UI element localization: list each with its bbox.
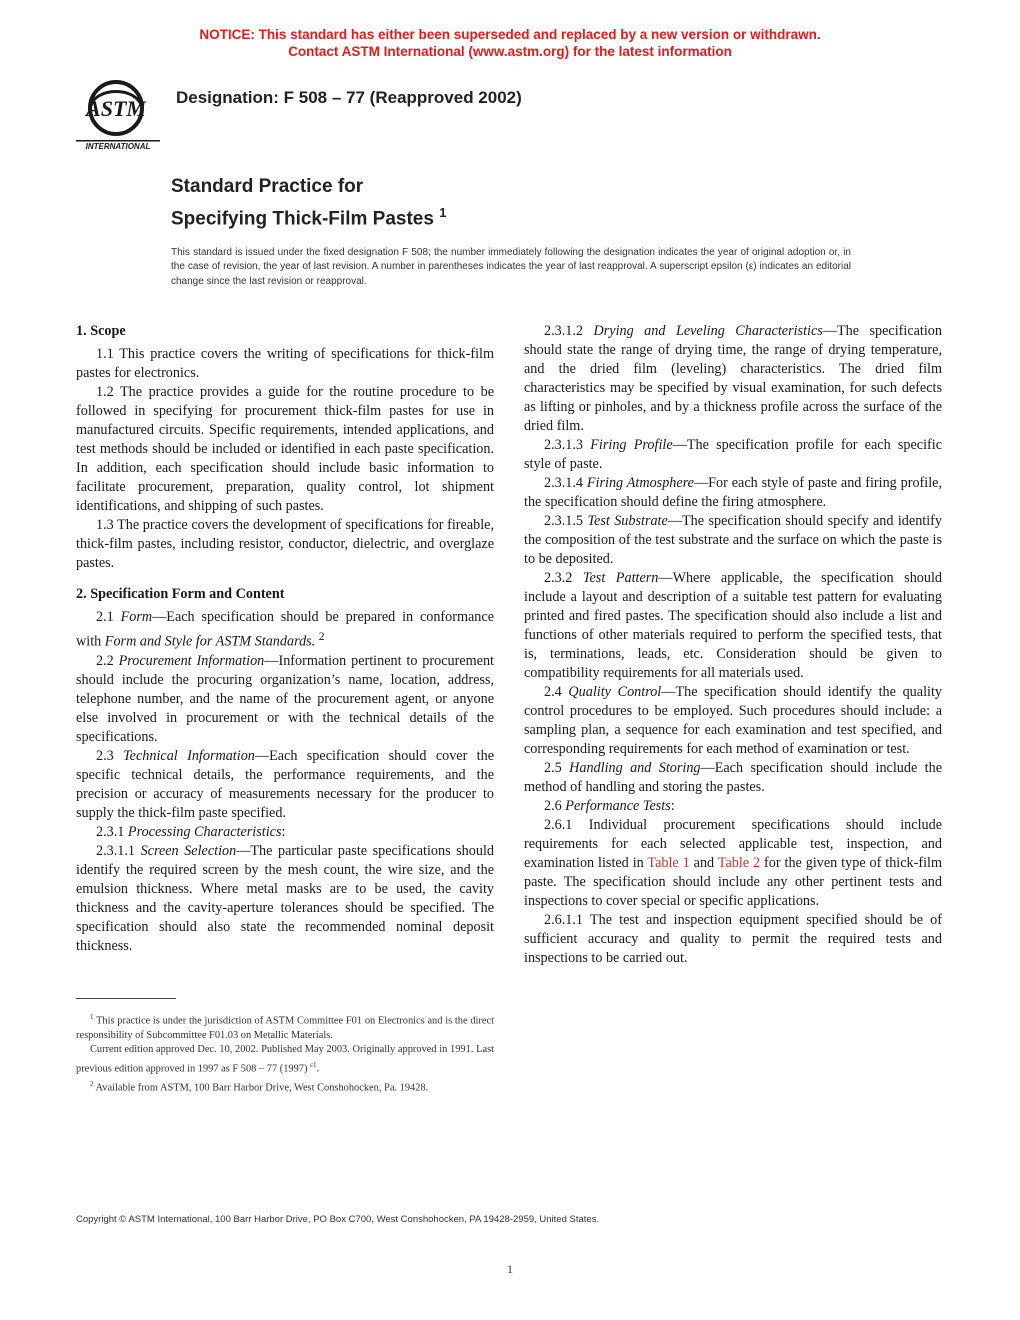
title-footnote-ref[interactable]: 1	[439, 205, 447, 220]
para-text: —The particular paste specifications should identify the required screen by the mesh count, the wire size, and the emulsion thickness. Where metal masks are to be used, the cavity thickness and the cavity-aperture tolerances should be specified. The specification should also state the recommended nominal deposit thickness.	[76, 842, 495, 954]
para-2-6	[524, 797, 942, 816]
table-2-link[interactable]: Table 2	[717, 855, 761, 871]
footnote-text: Available from ASTM, 100 Barr Harbor Drive, West Conshohocken, Pa. 19428.	[95, 1082, 429, 1094]
para-2-6-1	[524, 816, 942, 911]
para-number: 2.3.1.5	[544, 513, 588, 529]
footnotes	[76, 1010, 494, 1096]
para-number: 2.3	[96, 747, 124, 764]
footnote-2	[76, 1077, 494, 1096]
notice-banner	[0, 26, 1020, 60]
para-term: Drying and Leveling Characteristics	[593, 323, 823, 339]
para-term: Technical Information	[123, 747, 255, 764]
para-2-3-1-3	[524, 436, 942, 474]
para-text: —Where applicable, the specification should include a layout and description of a suitable test pattern for evaluating printed and fired pastes. The specification should also include a list and functions of other materials required to perform the specified tests, that is, terminations, leads, etc. Consideration should be given to compatibility requirements for all materials used.	[524, 570, 943, 681]
para-text: :	[670, 798, 675, 814]
para-number: 2.4	[544, 684, 569, 700]
title-line-2	[171, 200, 446, 232]
para-2-3-1-1	[76, 842, 494, 956]
para-2-3-2	[524, 569, 942, 683]
para-text: for the given type of thick-film paste. The specification should include any other pertinent tests and inspections to cover special or specific applications.	[524, 855, 942, 909]
para-term: Processing Characteristics	[127, 823, 282, 840]
para-term: Procurement Information	[118, 652, 265, 669]
table-1-link[interactable]: Table 1	[647, 855, 690, 871]
para-term: Test Pattern	[582, 570, 659, 586]
para-text: —The specification profile for each specific style of paste.	[524, 437, 943, 472]
para-2-1	[76, 608, 494, 652]
logo-letters: ASTM	[86, 96, 146, 121]
para-text: —The specification should specify and identify the composition of the test substrate and the surface on which the paste is to be deposited.	[524, 513, 942, 567]
para-number: 2.3.1.2	[544, 323, 594, 339]
para-term: Firing Profile	[590, 437, 673, 453]
left-column	[76, 322, 494, 956]
footnote-ref-2[interactable]: 2	[318, 629, 325, 643]
para-text: 2.6.1 Individual procurement specifications should include requirements for each selected applicable test, inspection, and examination listed in	[524, 817, 942, 871]
para-2-3-1	[76, 823, 494, 842]
footnote-1	[76, 1010, 494, 1043]
title-line-2-text: Specifying Thick-Film Pastes	[171, 208, 434, 230]
para-text: —Each specification should include the method of handling and storing the pastes.	[524, 760, 942, 795]
para-number: 2.5	[544, 760, 570, 776]
footnote-1-edition: Current edition approved Dec. 10, 2002. Published May 2003. Originally approved in 1991. Last previous edition approved in 1997 as F 508 – 77 (1997) $^{\varepsilon 1}$.	[76, 1044, 494, 1075]
notice-line-2: Contact ASTM International (www.astm.org) for the latest information	[288, 44, 732, 59]
para-term: Test Substrate	[587, 513, 668, 529]
document-title	[171, 174, 446, 232]
para-text: —Each specification should be prepared in conformance with	[76, 609, 494, 650]
para-number: 2.1	[96, 609, 121, 625]
para-text: —The specification should state the range of drying time, the range of drying temperature, and the dried film (leveling) characteristics. The dried film characteristics may be specified by visual examination, for such defects as lifting or pinholes, and by a thickness profile across the surface of the dried film.	[524, 323, 942, 434]
para-text: —For each style of paste and firing profile, the specification should define the firing atmosphere.	[524, 475, 943, 510]
para-number: 2.3.1.3	[544, 437, 591, 453]
astm-logo	[72, 76, 162, 154]
footnote-marker: 1	[90, 1013, 94, 1021]
para-1-1: 1.1 This practice covers the writing of specifications for thick-film pastes for electronics.	[76, 346, 494, 381]
para-term: Handling and Storing	[569, 760, 701, 776]
para-2-2	[76, 652, 494, 747]
para-number: 2.2	[96, 652, 119, 669]
para-text: and	[689, 855, 718, 871]
right-column	[524, 322, 942, 968]
designation: Designation: F 508 – 77 (Reapproved 2002)	[176, 88, 522, 107]
copyright: Copyright © ASTM International, 100 Barr Harbor Drive, PO Box C700, West Conshohocken, PA 19428-2959, United States.	[76, 1214, 600, 1225]
para-2-4	[524, 683, 942, 759]
para-term: Quality Control	[568, 684, 662, 700]
logo-subtitle: INTERNATIONAL	[85, 142, 151, 151]
para-number: 2.3.1	[96, 823, 128, 840]
section-1-heading: 1. Scope	[76, 323, 126, 339]
para-term: Performance Tests	[565, 798, 671, 814]
para-1-2: 1.2 The practice provides a guide for the routine procedure to be followed in specifying for procurement thick-film pastes for use in manufactured circuits. Specific requirements, intended applications, and test methods should be included or identified in each paste specification. In addition, each specification should include basic information to facilitate procurement, preparation, quality control, lot shipment identifications, and shipping of such pastes.	[76, 384, 494, 514]
para-term: Firing Atmosphere	[586, 475, 694, 491]
para-number: 2.6	[544, 798, 566, 814]
para-term: Screen Selection	[140, 842, 237, 859]
para-text: —The specification should identify the quality control procedures to be employed. Such procedures should include: a sampling plan, a sequence for each examination and test specified, and corresponding requirements for each method of examination or test.	[524, 684, 942, 757]
para-2-3-1-2	[524, 322, 942, 436]
notice-line-1: NOTICE: This standard has either been superseded and replaced by a new version or withdrawn.	[199, 27, 821, 42]
reference-title: Form and Style for ASTM Standards.	[104, 633, 316, 650]
footnote-text: This practice is under the jurisdiction of ASTM Committee F01 on Electronics and is the direct responsibility of Subcommittee F01.03 on Metallic Materials.	[76, 1015, 494, 1041]
para-2-5	[524, 759, 942, 797]
para-2-3	[76, 747, 494, 823]
para-number: 2.3.1.1	[96, 842, 141, 859]
issue-note: This standard is issued under the fixed designation F 508; the number immediately following the designation indicates the year of original adoption or, in the case of revision, the year of last revision. A number in parentheses indicates the year of last reapproval. A superscript epsilon (ε) indicates an editorial change since the last revision or reapproval.	[171, 247, 851, 287]
footnote-text: Current edition approved Dec. 10, 2002. Published May 2003. Originally approved in 1991. Last previous edition approved in 1997 as F 508 – 77 (1997)	[76, 1044, 494, 1075]
footnote-marker: ε1	[310, 1060, 317, 1069]
astm-logo-icon	[72, 76, 162, 154]
title-line-1: Standard Practice for	[171, 176, 364, 197]
page-number: 1	[507, 1262, 513, 1276]
para-term: Form	[120, 609, 153, 625]
para-text: :	[281, 823, 286, 840]
para-2-6-1-1: 2.6.1.1 The test and inspection equipment specified should be of sufficient accuracy and quality to permit the required tests and inspections to be carried out.	[524, 912, 942, 966]
para-text: —Information pertinent to procurement should include the procuring organization’s name, location, address, telephone number, and the name of the procurement agent, or anyone else involved in procurement or with the technical details of the specifications.	[76, 652, 494, 745]
para-2-3-1-4	[524, 474, 942, 512]
footnote-marker: 2	[90, 1079, 94, 1088]
section-2-heading: 2. Specification Form and Content	[76, 586, 285, 602]
para-2-3-1-5	[524, 512, 942, 569]
para-number: 2.3.2	[544, 570, 583, 586]
footnote-divider	[76, 998, 176, 999]
para-1-3: 1.3 The practice covers the development of specifications for fireable, thick-film pastes, including resistor, conductor, dielectric, and overglaze pastes.	[76, 517, 494, 571]
para-number: 2.3.1.4	[544, 475, 587, 491]
para-text: —Each specification should cover the specific technical details, the performance requirements, and the precision or accuracy of measurements necessary for the producer to supply the thick-film paste specified.	[76, 747, 495, 821]
